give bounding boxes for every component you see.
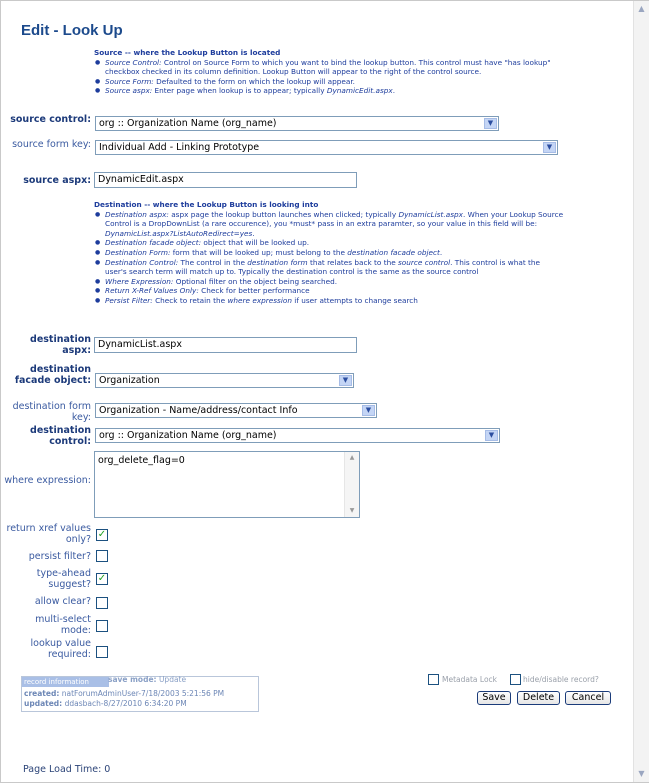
destination-help-item <box>94 248 564 258</box>
checkbox-label: return xref values only? <box>6 523 91 545</box>
checkbox-label: lookup value required: <box>30 638 91 660</box>
destination-help-item <box>94 210 564 239</box>
source-help-text: Enter page when lookup is to appear; typically <box>152 86 327 96</box>
source-help-text: Defaulted to the form on which the lookup will appear. <box>153 76 356 86</box>
updated-label: updated: <box>24 699 63 708</box>
checkbox[interactable] <box>96 597 108 609</box>
destination-aspx-input[interactable]: DynamicList.aspx <box>94 337 357 353</box>
destination-form-key-value: Organization - Name/address/contact Info <box>99 405 298 416</box>
source-aspx-input[interactable]: DynamicEdit.aspx <box>94 172 357 188</box>
checkbox-label: allow clear? <box>34 596 91 607</box>
source-help-term: Source aspx: <box>105 86 153 96</box>
created-value: natForumAdminUser-7/18/2003 5:21:56 PM <box>61 689 225 698</box>
destination-help-item <box>94 296 564 306</box>
destination-help-text: The control in the <box>178 257 248 267</box>
chevron-down-icon[interactable]: ▼ <box>485 430 498 441</box>
source-control-label: source control: <box>10 114 91 125</box>
source-form-key-value: Individual Add - Linking Prototype <box>99 142 260 153</box>
delete-button[interactable]: Delete <box>517 691 560 705</box>
checkbox[interactable] <box>96 620 108 632</box>
destination-aspx-label: destination aspx: <box>30 334 91 356</box>
destination-help-text: object that will be looked up. <box>201 238 310 248</box>
chevron-down-icon[interactable]: ▼ <box>543 142 556 153</box>
save-mode-value: Update <box>158 675 187 684</box>
checked-checkbox[interactable]: ✓ <box>97 529 107 540</box>
scroll-up-icon[interactable]: ▲ <box>349 454 355 461</box>
source-control-value: org :: Organization Name (org_name) <box>99 118 277 129</box>
source-help-term: DynamicEdit.aspx <box>326 86 393 96</box>
hide-disable-checkbox[interactable] <box>510 674 521 685</box>
destination-help-text: if user attempts to change search <box>291 295 418 305</box>
destination-help-term: Where Expression: <box>105 276 174 286</box>
chevron-down-icon[interactable]: ▼ <box>484 118 497 129</box>
source-aspx-label: source aspx: <box>23 175 91 186</box>
source-help-item <box>94 77 564 87</box>
destination-help-text: Optional filter on the object being searched. <box>173 276 338 286</box>
source-help-text: Control on Source Form to which you want to bind the lookup button. This control must have "has lookup" checkbox checked in its column definition. Lookup Button will appear to the right of the control source. <box>105 57 551 77</box>
page-load-time: Page Load Time: 0 <box>23 764 111 775</box>
source-form-key-label: source form key: <box>12 139 91 150</box>
source-help-text <box>94 48 564 96</box>
where-expression-textarea[interactable] <box>94 451 360 518</box>
destination-help-text: . <box>439 247 443 257</box>
page-title: Edit - Look Up <box>21 22 123 39</box>
source-form-key-select[interactable] <box>95 140 558 155</box>
destination-help-text: . <box>252 228 255 238</box>
where-expression-value: org_delete_flag=0 <box>98 455 185 466</box>
destination-help-term: DynamicList.aspx <box>398 209 463 219</box>
destination-help-text: . When your Lookup Source Control is a DropDownList (a rare occurence), you *must* pass in an extra paramter, so your value in this field will be: <box>105 209 564 229</box>
textarea-scrollbar[interactable] <box>344 452 359 517</box>
scroll-up-icon[interactable]: ▲ <box>638 4 645 13</box>
destination-facade-object-value: Organization <box>99 375 160 386</box>
destination-help-term: Persist Filter: <box>105 295 153 305</box>
checked-checkbox[interactable]: ✓ <box>97 573 107 584</box>
chevron-down-icon[interactable]: ▼ <box>339 375 352 386</box>
destination-control-value: org :: Organization Name (org_name) <box>99 430 277 441</box>
source-help-text: . <box>392 86 396 96</box>
destination-help-term: source control <box>398 257 451 267</box>
destination-help-term: where expression <box>227 295 292 305</box>
destination-help-text: . This control is what the user's search term will match up to. Typically the destination control is the same as the source control <box>105 257 541 277</box>
source-control-select[interactable] <box>95 116 499 131</box>
destination-help-item <box>94 277 564 287</box>
destination-help-term: destination form <box>247 257 308 267</box>
destination-help-text <box>94 200 564 306</box>
metadata-lock-checkbox[interactable] <box>428 674 439 685</box>
destination-help-item <box>94 286 564 296</box>
destination-control-label: destination control: <box>30 425 91 447</box>
destination-help-text: form that will be looked up; must belong to the <box>170 247 348 257</box>
destination-control-select[interactable] <box>95 428 500 443</box>
destination-help-item <box>94 258 564 277</box>
destination-help-term: Destination Form: <box>105 247 171 257</box>
destination-help-term: DynamicList.aspx?ListAutoRedirect=yes <box>105 228 253 238</box>
checkbox[interactable] <box>96 646 108 658</box>
destination-help-list <box>94 210 564 306</box>
updated-line <box>24 699 187 708</box>
source-help-item <box>94 86 564 96</box>
cancel-button[interactable]: Cancel <box>565 691 611 705</box>
destination-help-term: destination facade object <box>347 247 440 257</box>
destination-help-text: Check to retain the <box>152 295 228 305</box>
destination-facade-object-label: destination facade object: <box>14 364 91 386</box>
destination-help-text: that relates back to the <box>307 257 398 267</box>
record-information-tab: record information <box>22 677 109 687</box>
source-help-term: Source Control: <box>105 57 162 67</box>
created-line <box>24 689 224 698</box>
scroll-down-icon[interactable]: ▼ <box>349 507 355 514</box>
source-help-list <box>94 58 564 96</box>
destination-form-key-select[interactable] <box>95 403 377 418</box>
destination-help-term: Destination aspx: <box>105 209 169 219</box>
chevron-down-icon[interactable]: ▼ <box>362 405 375 416</box>
destination-help-text: aspx page the lookup button launches when clicked; typically <box>168 209 399 219</box>
save-button[interactable]: Save <box>477 691 511 705</box>
scroll-down-icon[interactable]: ▼ <box>638 769 645 778</box>
destination-help-term: Destination facade object: <box>105 238 202 248</box>
checkbox-label: multi-select mode: <box>35 614 91 636</box>
hide-disable-label: hide/disable record? <box>523 675 599 684</box>
checkbox-label: type-ahead suggest? <box>36 568 91 590</box>
source-help-item <box>94 58 564 77</box>
destination-help-term: Destination Control: <box>105 257 179 267</box>
destination-form-key-label: destination form key: <box>12 401 91 423</box>
destination-help-heading: Destination -- where the Lookup Button is looking into <box>94 200 319 209</box>
checkbox[interactable] <box>96 550 108 562</box>
checkbox-label: persist filter? <box>28 551 91 562</box>
destination-help-term: Return X-Ref Values Only: <box>105 286 199 296</box>
destination-help-text: Check for better performance <box>198 286 310 296</box>
vertical-scrollbar[interactable] <box>633 1 649 782</box>
destination-facade-object-select[interactable] <box>95 373 354 388</box>
save-mode <box>108 675 186 684</box>
source-help-heading: Source -- where the Lookup Button is located <box>94 48 281 57</box>
destination-help-item <box>94 238 564 248</box>
source-help-term: Source Form: <box>105 76 154 86</box>
updated-value: ddasbach-8/27/2010 6:34:20 PM <box>64 699 187 708</box>
metadata-lock-label: Metadata Lock <box>442 675 498 684</box>
created-label: created: <box>24 689 60 698</box>
where-expression-label: where expression: <box>4 475 91 486</box>
save-mode-label: save mode: <box>108 675 157 684</box>
